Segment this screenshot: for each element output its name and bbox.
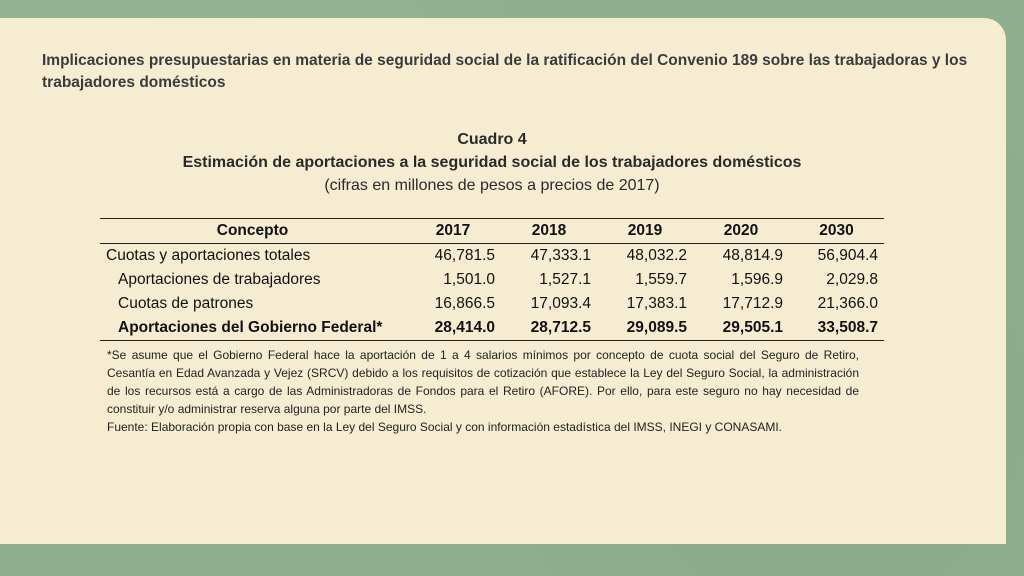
source-note: Fuente: Elaboración propia con base en la Ley del Seguro Social y con información estadística del IMSS, INEGI y CONASAMI.	[107, 420, 783, 434]
slide-title: Implicaciones presupuestarias en materia de seguridad social de la ratificación del Convenio 189 sobre las trabajadoras y los trabajadores domésticos	[42, 52, 968, 91]
table-row	[100, 268, 884, 292]
table-cell: 17,093.4	[530, 295, 591, 312]
table-header-row	[100, 219, 884, 244]
row-label: Cuotas y aportaciones totales	[106, 247, 311, 264]
table-title: Estimación de aportaciones a la seguridad social de los trabajadores domésticos	[182, 154, 802, 171]
table-caption	[100, 128, 884, 197]
table-cell: 16,866.5	[434, 295, 495, 312]
column-header-2019: 2019	[597, 219, 693, 244]
table-cell: 21,366.0	[817, 295, 878, 312]
table-cell: 33,508.7	[789, 316, 884, 341]
row-label: Cuotas de patrones	[118, 295, 254, 312]
table-cell: 48,032.2	[626, 247, 687, 264]
table-cell: 48,814.9	[722, 247, 783, 264]
table-cell: 1,527.1	[539, 271, 591, 288]
row-label: Aportaciones de trabajadores	[118, 271, 321, 288]
table-subtitle: (cifras en millones de pesos a precios de 2017)	[324, 177, 660, 194]
table-cell: 17,383.1	[626, 295, 687, 312]
column-header-2030: 2030	[789, 219, 884, 244]
footnote: *Se asume que el Gobierno Federal hace la aportación de 1 a 4 salarios mínimos por concepto de cuota social del Seguro de Retiro, Cesantía en Edad Avanzada y Vejez (SRCV) debido a los requisitos de cotización que establece la Ley del Seguro Social, la administración de los recursos está a cargo de las Administradoras de Fondos para el Retiro (AFORE). Por ello, para este seguro no hay necesidad de constituir y/o administrar reserva alguna por parte del IMSS.	[107, 348, 859, 416]
table-cell: 47,333.1	[530, 247, 591, 264]
table-cell: 28,414.0	[405, 316, 501, 341]
table-cell: 1,501.0	[443, 271, 495, 288]
table-cell: 1,559.7	[635, 271, 687, 288]
table-notes	[107, 346, 859, 436]
table-row	[100, 292, 884, 316]
table-cell: 28,712.5	[501, 316, 597, 341]
table-cell: 29,089.5	[597, 316, 693, 341]
contributions-table	[100, 218, 884, 341]
table-cell: 56,904.4	[817, 247, 878, 264]
table-cell: 46,781.5	[434, 247, 495, 264]
column-header-concepto: Concepto	[100, 219, 405, 244]
row-label: Aportaciones del Gobierno Federal*	[100, 316, 405, 341]
table-cell: 2,029.8	[826, 271, 878, 288]
table-row	[100, 316, 884, 341]
table-cell: 17,712.9	[722, 295, 783, 312]
table-cell: 1,596.9	[731, 271, 783, 288]
column-header-2020: 2020	[693, 219, 789, 244]
table-row	[100, 244, 884, 269]
column-header-2018: 2018	[501, 219, 597, 244]
column-header-2017: 2017	[405, 219, 501, 244]
table-cell: 29,505.1	[693, 316, 789, 341]
table-label: Cuadro 4	[457, 131, 527, 148]
